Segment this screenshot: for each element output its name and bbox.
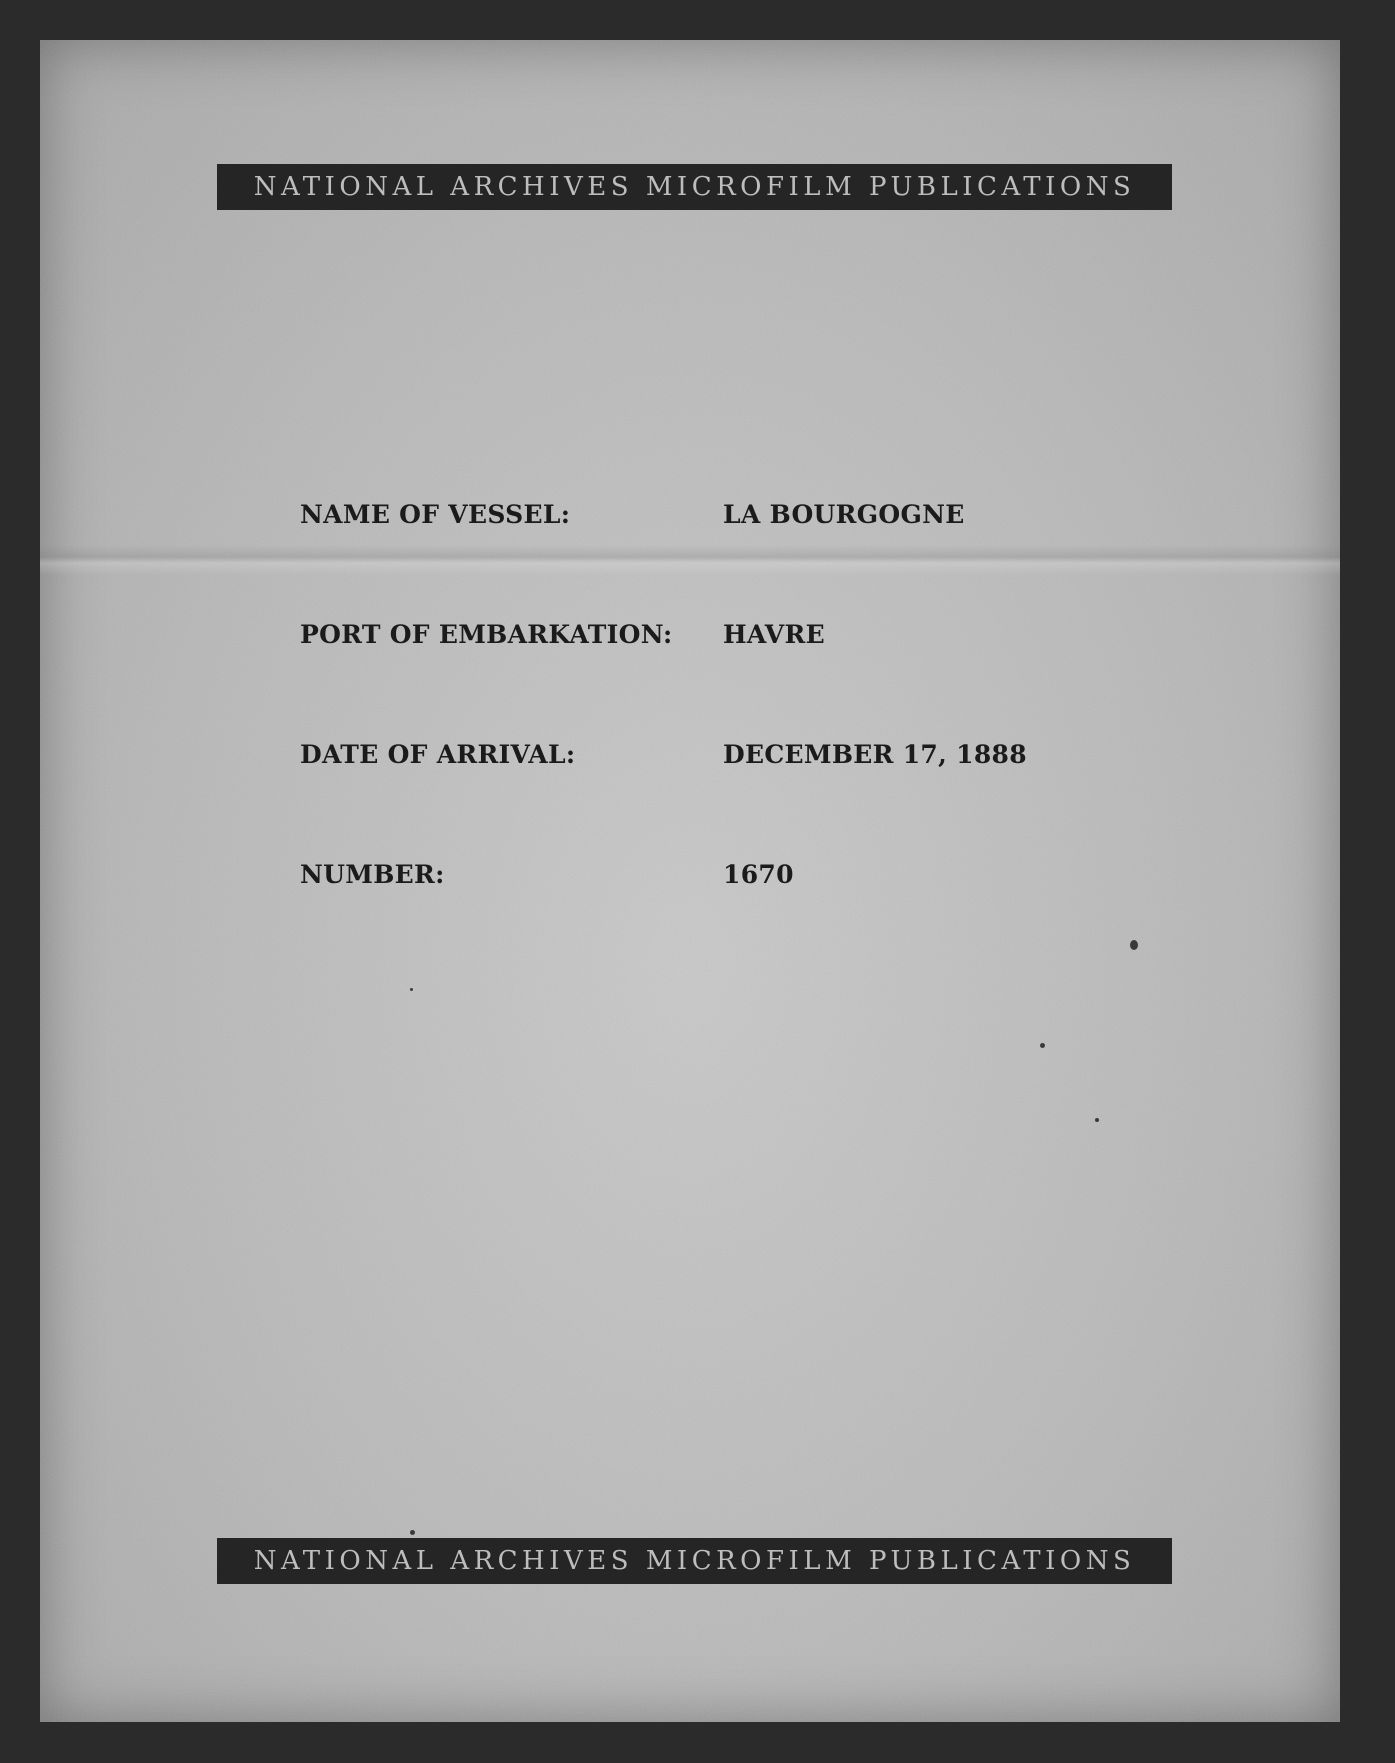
- port-of-embarkation-label: PORT OF EMBARKATION:: [300, 620, 673, 649]
- document-sheet: [40, 40, 1340, 1722]
- dust-speck: [1095, 1118, 1099, 1122]
- dust-speck: [1130, 940, 1138, 950]
- date-of-arrival-value: DECEMBER 17, 1888: [723, 740, 1027, 769]
- paper-fold-line: [40, 545, 1340, 575]
- vessel-name-value: LA BOURGOGNE: [723, 500, 965, 529]
- number-label: NUMBER:: [300, 860, 445, 889]
- footer-banner: NATIONAL ARCHIVES MICROFILM PUBLICATIONS: [217, 1538, 1172, 1584]
- dust-speck: [410, 988, 413, 991]
- dust-speck: [410, 1530, 415, 1535]
- header-banner: NATIONAL ARCHIVES MICROFILM PUBLICATIONS: [217, 164, 1172, 210]
- dust-speck: [1040, 1043, 1045, 1048]
- number-value: 1670: [723, 860, 794, 889]
- paper-texture: [40, 40, 1340, 1722]
- port-of-embarkation-value: HAVRE: [723, 620, 825, 649]
- vessel-name-label: NAME OF VESSEL:: [300, 500, 571, 529]
- date-of-arrival-label: DATE OF ARRIVAL:: [300, 740, 576, 769]
